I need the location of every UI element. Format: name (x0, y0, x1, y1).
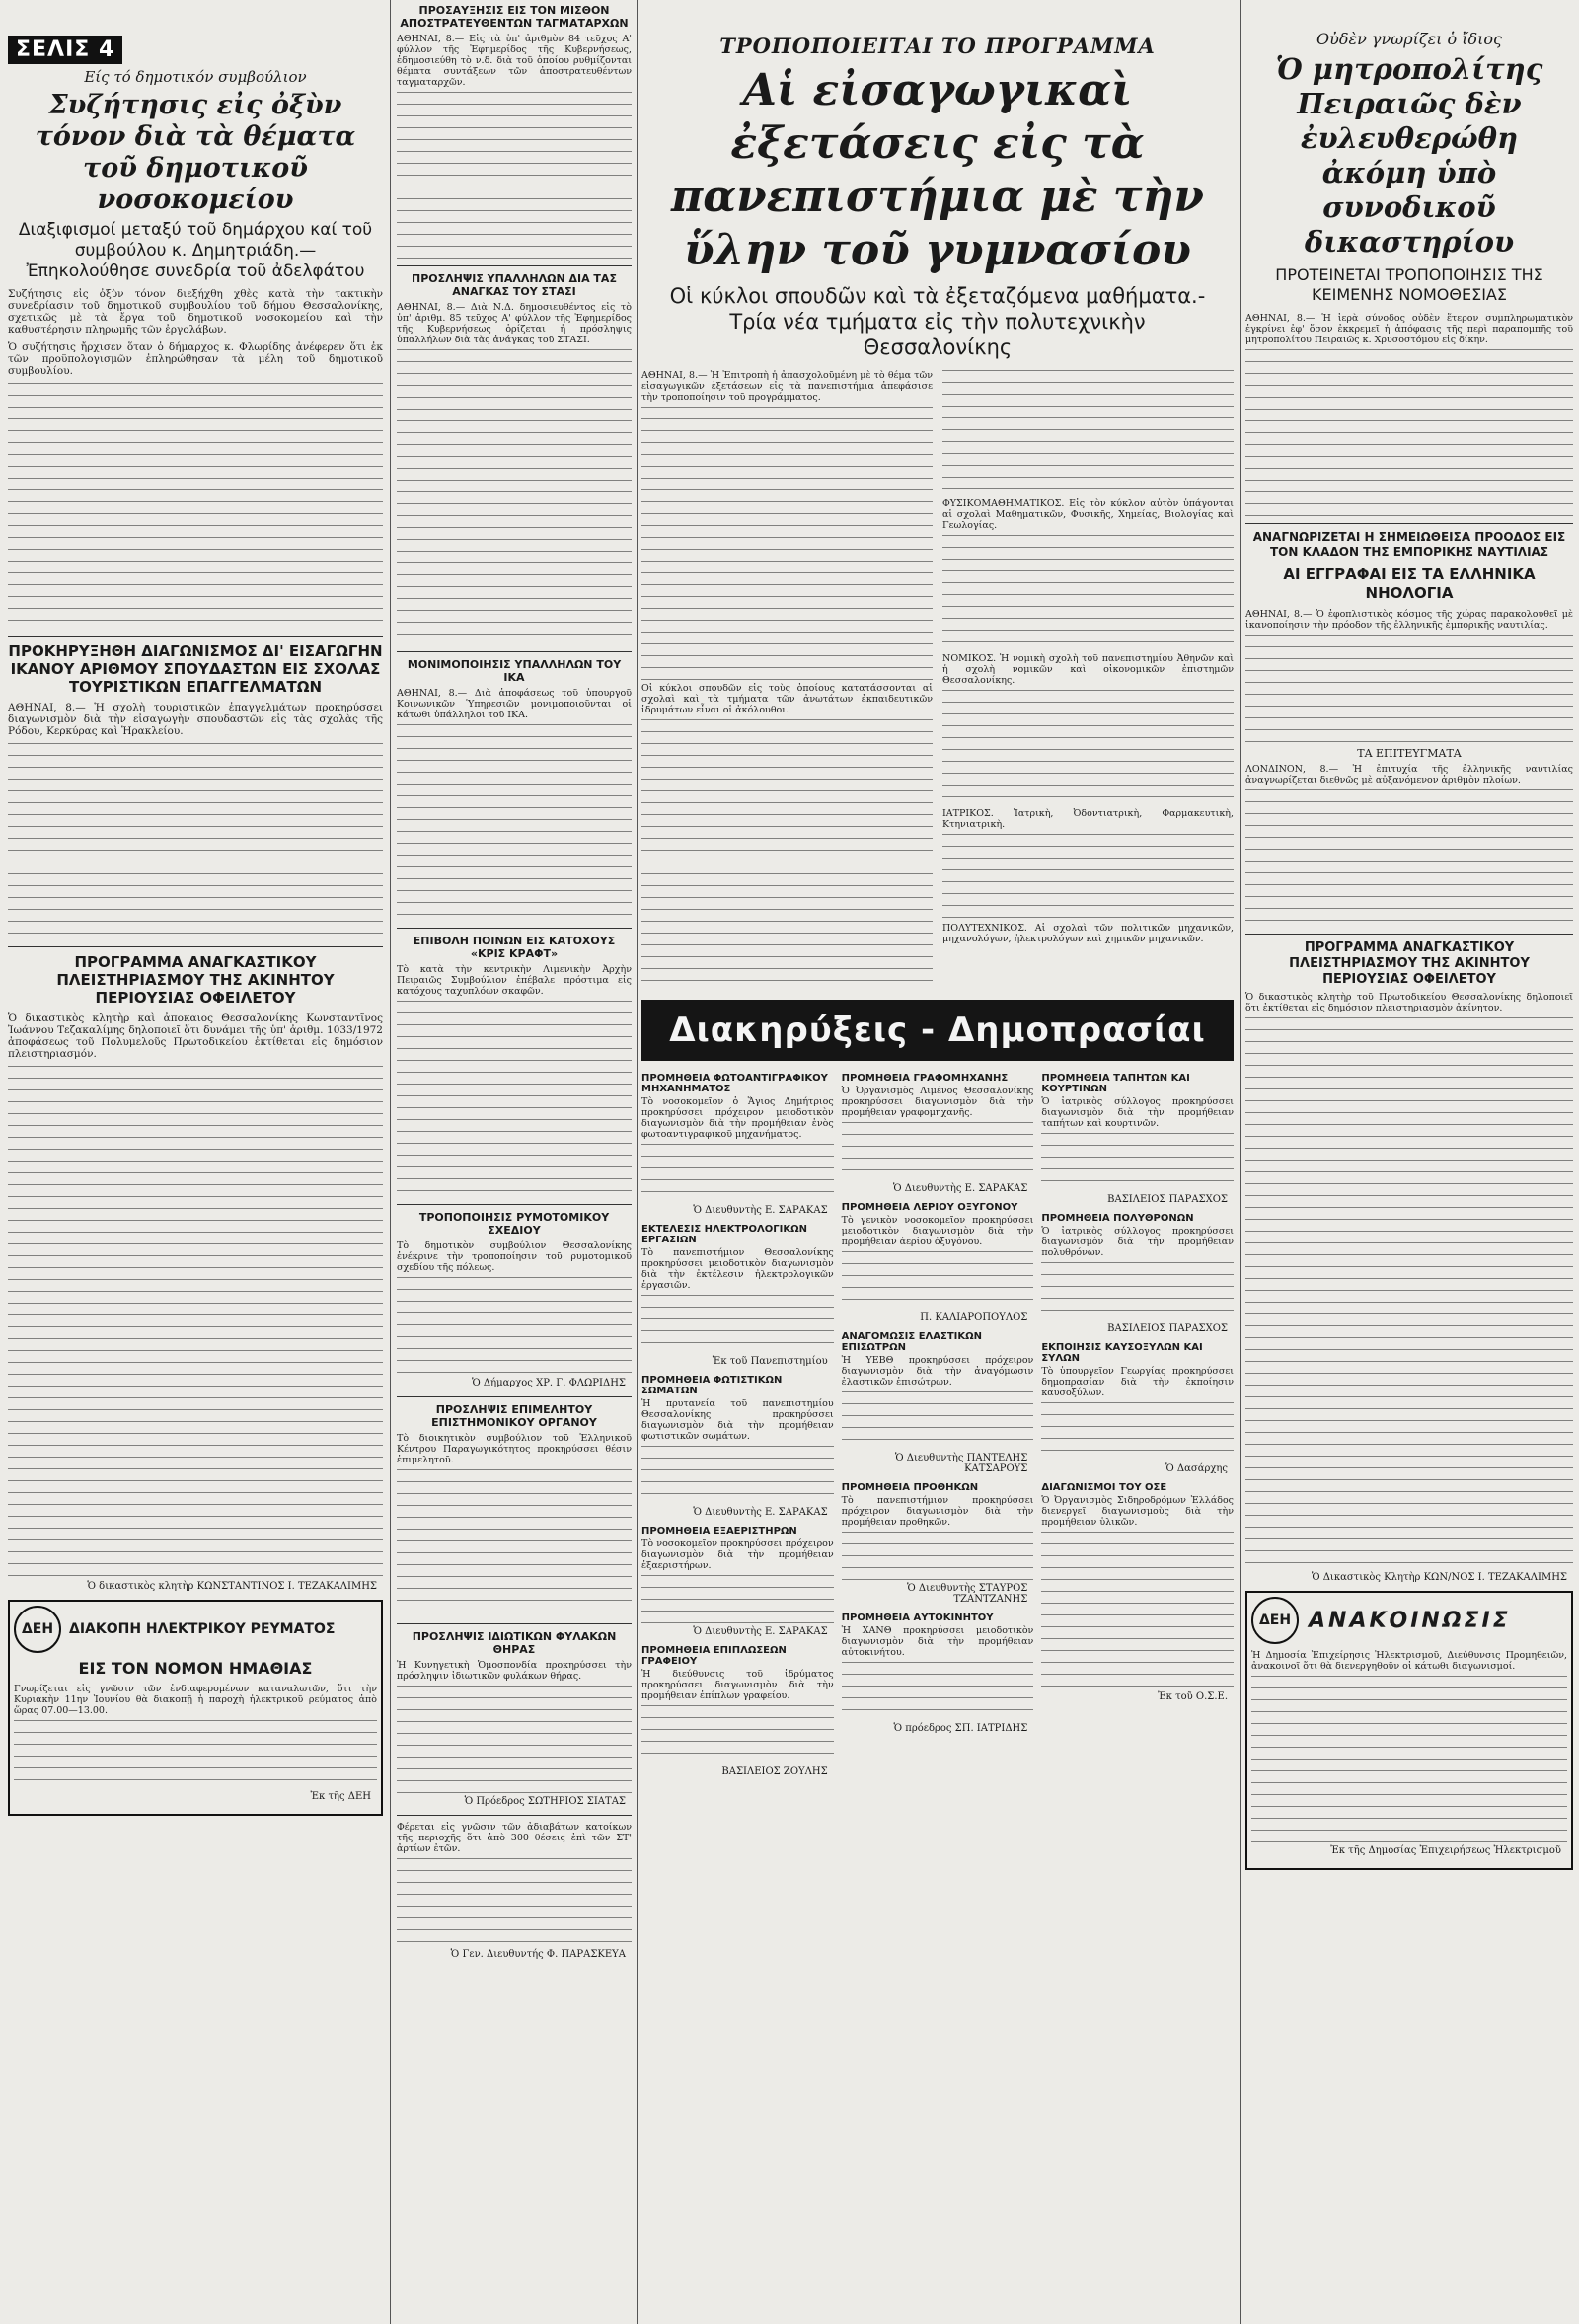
text-block (842, 1662, 1034, 1721)
article-subhead: ΠΡΟΤΕΙΝΕΤΑΙ ΤΡΟΠΟΠΟΙΗΣΙΣ ΤΗΣ ΚΕΙΜΕΝΗΣ ΝΟΜΟΘΕΣΙΑΣ (1275, 265, 1543, 304)
article-headline: ΠΡΟΣΛΗΨΙΣ ΕΠΙΜΕΛΗΤΟΥ ΕΠΙΣΤΗΜΟΝΙΚΟΥ ΟΡΓΑΝΟΥ (431, 1403, 597, 1429)
article-paragraph: Συζήτησις εἰς ὀξὺν τόνον διεξήχθη χθὲς κατὰ τὴν τακτικὴν συνεδρίασιν τοῦ δημοτικοῦ συμβουλίου τοῦ δήμου Θεσσαλονίκης, σχετικῶς μὲ τὰ ἔργα τοῦ δημοτικοῦ νοσοκομείου καὶ τὴν καθυστέρησιν πληρωμῆς τῶν ἐργολάβων. (8, 288, 383, 336)
article-paragraph: Τὸ κατὰ τὴν κεντρικὴν Λιμενικὴν Ἀρχὴν Πειραιῶς Συμβούλιον ἐπέβαλε πρόστιμα εἰς κατόχους ταχυπλόων σκαφῶν. (397, 964, 632, 997)
tender-title: ΠΡΟΜΗΘΕΙΑ ΠΡΟΘΗΚΩΝ (841, 1482, 979, 1493)
tender-title: ΠΡΟΜΗΘΕΙΑ ΛΕΡΙΟΥ ΟΞΥΓΟΝΟΥ (841, 1202, 1018, 1213)
column-2 (397, 0, 632, 2324)
article-headline: ΠΡΟΣΛΗΨΙΣ ΥΠΑΛΛΗΛΩΝ ΔΙΑ ΤΑΣ ΑΝΑΓΚΑΣ ΤΟΥ ΣΤΑΣΙ (412, 272, 617, 298)
tender-signature: Ὁ Διευθυντὴς Ε. ΣΑΡΑΚΑΣ (693, 1626, 828, 1637)
tender-text: Ἡ ΧΑΝΘ προκηρύσσει μειοδοτικὸν διαγωνισμὸν διὰ τὴν προμήθειαν αὐτοκινήτου. (841, 1625, 1034, 1658)
text-block (641, 719, 933, 986)
text-block (1245, 1017, 1573, 1570)
article-paragraph: Τὸ διοικητικὸν συμβούλιον τοῦ Ἑλληνικοῦ Κέντρου Παραγωγικότητος προκηρύσσει θέσιν ἐπιμελητοῦ. (397, 1433, 632, 1465)
notice-paragraph: Γνωρίζεται εἰς γνῶσιν τῶν ἐνδιαφερομένων καταναλωτῶν, ὅτι τὴν Κυριακὴν 11ην Ἰουνίου θὰ διακοπῇ ἡ παροχὴ ἠλεκτρικοῦ ρεύματος ἀπὸ ὥρας 07.00—13.00. (14, 1684, 377, 1716)
article-paragraph: ΙΑΤΡΙΚΟΣ. Ἰατρικὴ, Ὀδοντιατρικὴ, Φαρμακευτικὴ, Κτηνιατρικὴ. (942, 808, 1234, 830)
tender-text: Ὁ ἰατρικὸς σύλλογος προκηρύσσει διαγωνισμὸν διὰ τὴν προμήθειαν πολυθρόνων. (1041, 1226, 1234, 1258)
article-headline: ΜΟΝΙΜΟΠΟΙΗΣΙΣ ΥΠΑΛΛΗΛΩΝ ΤΟΥ ΙΚΑ (407, 658, 622, 684)
article-column (942, 370, 1234, 986)
column-3 (641, 0, 1234, 2324)
article-paragraph: ΛΟΝΔΙΝΟΝ, 8.— Ἡ ἐπιτυχία τῆς ἑλληνικῆς ναυτιλίας ἀναγνωρίζεται διεθνῶς μὲ αὐξανόμενον ἀριθμὸν πλοίων. (1245, 764, 1573, 786)
tender-signature: Ὁ Διευθυντὴς ΠΑΝΤΕΛΗΣ ΚΑΤΣΑΡΟΥΣ (895, 1453, 1028, 1474)
tender-signature: ΒΑΣΙΛΕΙΟΣ ΠΑΡΑΣΧΟΣ (1107, 1194, 1229, 1205)
announcement-paragraph: Ἡ Δημοσία Ἐπιχείρησις Ἠλεκτρισμοῦ, Διεύθυνσις Προμηθειῶν, ἀνακοινοῖ ὅτι θὰ διενεργηθοῦν οἱ κάτωθι διαγωνισμοί. (1251, 1650, 1567, 1672)
text-block (942, 535, 1234, 653)
text-block (641, 1295, 834, 1354)
tender-title: ΠΡΟΜΗΘΕΙΑ ΤΑΠΗΤΩΝ ΚΑΙ ΚΟΥΡΤΙΝΩΝ (1041, 1073, 1190, 1094)
tenders-section (641, 1067, 1234, 1785)
article-headline: Συζήτησις εἰς ὀξὺν τόνον διὰ τὰ θέματα τοῦ δημοτικοῦ νοσοκομείου (35, 90, 356, 215)
text-block (842, 1251, 1034, 1311)
text-block (842, 1122, 1034, 1181)
text-block (942, 690, 1234, 808)
tender-text: Ἡ διεύθυνσις τοῦ ἱδρύματος προκηρύσσει διαγωνισμὸν διὰ τὴν προμήθειαν ἐπίπλων γραφείου. (641, 1669, 834, 1701)
article-paragraph: Ἡ Κυνηγετικὴ Ὁμοσπονδία προκηρύσσει τὴν πρόσληψιν ἰδιωτικῶν φυλάκων θήρας. (397, 1660, 632, 1682)
article-paragraph: ΑΘΗΝΑΙ, 8.— Διὰ Ν.Δ. δημοσιευθέντος εἰς τὸ ὑπ' ἀριθμ. 85 τεῦχος Α' φύλλον τῆς Ἐφημερίδος τῆς Κυβερνήσεως ὁρίζεται ἡ πρόσληψις ὑπαλλήλων διὰ τὰς ἀνάγκας τοῦ ΣΤΑΣΙ. (397, 302, 632, 345)
article-paragraph: Τὸ δημοτικὸν συμβούλιον Θεσσαλονίκης ἐνέκρινε τὴν τροποποίησιν τοῦ ρυμοτομικοῦ σχεδίου τῆς πόλεως. (397, 1240, 632, 1273)
article-paragraph: Ὁ συζήτησις ἤρχισεν ὅταν ὁ δήμαρχος κ. Φλωρίδης ἀνέφερεν ὅτι ἐκ τῶν προϋπολογισμῶν ἐπληρώθησαν τὰ μέλη τοῦ δημοτικοῦ συμβουλίου. (8, 341, 383, 377)
tender-title: ΠΡΟΜΗΘΕΙΑ ΕΞΑΕΡΙΣΤΗΡΩΝ (641, 1526, 797, 1537)
text-block (641, 407, 933, 683)
article-paragraph: ΑΘΗΝΑΙ, 8.— Ὁ ἐφοπλιστικὸς κόσμος τῆς χώρας παρακολουθεῖ μὲ ἱκανοποίησιν τὴν πρόοδον τῆς ἑλληνικῆς ἐμπορικῆς ναυτιλίας. (1245, 609, 1573, 631)
notice-paragraph: Ὁ δικαστικὸς κλητὴρ τοῦ Πρωτοδικείου Θεσσαλονίκης δηλοποιεῖ ὅτι ἐκτίθεται εἰς δημόσιον πλειστηριασμὸν ἀκίνητον. (1245, 992, 1573, 1013)
notice-signature: Ὁ Δικαστικὸς Κλητὴρ ΚΩΝ/ΝΟΣ Ι. ΤΕΖΑΚΑΛΙΜΗΣ (1311, 1572, 1567, 1583)
section-tag: ΣΕΛΙΣ 4 (8, 36, 122, 64)
text-block (8, 743, 383, 940)
article-signature: Ὁ Γεν. Διευθυντής Φ. ΠΑΡΑΣΚΕΥΑ (450, 1949, 626, 1960)
dei-notice-box (8, 1600, 383, 1816)
article-paragraph: ΦΥΣΙΚΟΜΑΘΗΜΑΤΙΚΟΣ. Εἰς τὸν κύκλον αὐτὸν ὑπάγονται αἱ σχολαὶ Μαθηματικῶν, Φυσικῆς, Χημείας, Βιολογίας καὶ Γεωλογίας. (942, 498, 1234, 531)
tender-signature: ΒΑΣΙΛΕΙΟΣ ΖΟΥΛΗΣ (721, 1766, 828, 1777)
tender-title: ΠΡΟΜΗΘΕΙΑ ΦΩΤΙΣΤΙΚΩΝ ΣΩΜΑΤΩΝ (641, 1375, 783, 1396)
article-signature: Ὁ Πρόεδρος ΣΩΤΗΡΙΟΣ ΣΙΑΤΑΣ (464, 1796, 626, 1807)
text-block (641, 1446, 834, 1505)
tender-title: ΕΚΠΟΙΗΣΙΣ ΚΑΥΣΟΞΥΛΩΝ ΚΑΙ ΣΥΛΩΝ (1041, 1342, 1203, 1364)
article-paragraph: ΑΘΗΝΑΙ, 8.— Διὰ ἀποφάσεως τοῦ ὑπουργοῦ Κοινωνικῶν Ὑπηρεσιῶν μονιμοποιοῦνται οἱ κάτωθι ὑπάλληλοι τοῦ ΙΚΑ. (397, 688, 632, 720)
tender-text: Τὸ νοσοκομεῖον προκηρύσσει πρόχειρον διαγωνισμὸν διὰ τὴν προμήθειαν ἐξαεριστήρων. (641, 1538, 834, 1571)
article-headline: ΠΡΟΚΗΡΥΞΗΘΗ ΔΙΑΓΩΝΙΣΜΟΣ ΔΙ' ΕΙΣΑΓΩΓΗΝ ΙΚΑΝΟΥ ΑΡΙΘΜΟΥ ΣΠΟΥΔΑΣΤΩΝ ΕΙΣ ΣΧΟΛΑΣ ΤΟΥΡΙΣΤΙΚΩΝ ΕΠΑΓΓΕΛΜΑΤΩΝ (8, 642, 383, 696)
text-block (641, 1575, 834, 1624)
article-headline: ΤΡΟΠΟΠΟΙΗΣΙΣ ΡΥΜΟΤΟΜΙΚΟΥ ΣΧΕΔΙΟΥ (418, 1211, 610, 1237)
text-block (397, 1001, 632, 1198)
tender-text: Ὁ Ὀργανισμὸς Σιδηροδρόμων Ἑλλάδος διενεργεῖ διαγωνισμοὺς διὰ τὴν προμήθειαν ὑλικῶν. (1041, 1495, 1234, 1528)
text-block (397, 1277, 632, 1376)
article-headline: ΕΠΙΒΟΛΗ ΠΟΙΝΩΝ ΕΙΣ ΚΑΤΟΧΟΥΣ «ΚΡΙΣ ΚΡΑΦΤ» (413, 935, 616, 960)
text-block (1245, 789, 1573, 928)
tender-signature: Π. ΚΑΛΙΑΡΟΠΟΥΛΟΣ (920, 1312, 1028, 1323)
notice-headline: ΠΡΟΓΡΑΜΜΑ ΑΝΑΓΚΑΣΤΙΚΟΥ ΠΛΕΙΣΤΗΡΙΑΣΜΟΥ ΤΗΣ ΑΚΙΝΗΤΟΥ ΠΕΡΙΟΥΣΙΑΣ ΟΦΕΙΛΕΤΟΥ (1289, 940, 1530, 987)
notice-signature: Ἐκ τῆς ΔΕΗ (310, 1791, 371, 1802)
notice-paragraph: Ὁ δικαστικὸς κλητὴρ καὶ ἀποκαιος Θεσσαλονίκης Κωνσταντῖνος Ἰωάννου Τεζακαλίμης δηλοποιεῖ ὅτι δυνάμει τῆς ὑπ' ἀριθμ. 1033/1972 ἀποφάσεως τοῦ Πολυμελοῦς Πρωτοδικείου ἐκτίθεται εἰς δημόσιον πλειστηριασμόν. (8, 1012, 383, 1060)
tenders-column (641, 1067, 834, 1785)
tender-text: Ὁ Ὀργανισμὸς Λιμένος Θεσσαλονίκης προκηρύσσει διαγωνισμὸν διὰ τὴν προμήθειαν γραφομηχανῆς. (841, 1086, 1034, 1118)
dei-logo: ΔΕΗ (1251, 1597, 1299, 1644)
article-subhead: ΑΙ ΕΓΓΡΑΦΑΙ ΕΙΣ ΤΑ ΕΛΛΗΝΙΚΑ ΝΗΟΛΟΓΙΑ (1283, 565, 1536, 602)
tender-signature: Ὁ Διευθυντὴς Ε. ΣΑΡΑΚΑΣ (693, 1507, 828, 1518)
tender-text: Τὸ πανεπιστήμιον Θεσσαλονίκης προκηρύσσει μειοδοτικὸν διαγωνισμὸν διὰ τὴν ἐκτέλεσιν ἠλεκτρολογικῶν ἐργασιῶν. (641, 1247, 834, 1291)
notice-title: ΔΙΑΚΟΠΗ ΗΛΕΚΤΡΙΚΟΥ ΡΕΥΜΑΤΟΣ (69, 1621, 336, 1637)
text-block (842, 1532, 1034, 1581)
notice-subtitle: ΕΙΣ ΤΟΝ ΝΟΜΟΝ ΗΜΑΘΙΑΣ (78, 1659, 313, 1678)
tender-signature: Ὁ Διευθυντὴς Ε. ΣΑΡΑΚΑΣ (693, 1205, 828, 1216)
text-block (1245, 349, 1573, 517)
text-block (397, 349, 632, 645)
text-block (397, 1858, 632, 1947)
tender-signature: Ὁ Δασάρχης (1165, 1463, 1229, 1474)
column-rule (637, 0, 638, 2324)
tenders-column (842, 1067, 1034, 1785)
article-subhead: Οἱ κύκλοι σπουδῶν καὶ τὰ ἐξεταζόμενα μαθήματα.- Τρία νέα τμήματα εἰς τὴν πολυτεχνικὴν Θεσσαλονίκης (669, 284, 1206, 359)
announcement-box (1245, 1591, 1573, 1870)
tender-title: ΕΚΤΕΛΕΣΙΣ ΗΛΕΚΤΡΟΛΟΓΙΚΩΝ ΕΡΓΑΣΙΩΝ (641, 1224, 807, 1245)
tender-signature: Ὁ Διευθυντὴς Ε. ΣΑΡΑΚΑΣ (893, 1183, 1028, 1194)
article-headline: ΠΡΟΣΛΗΨΙΣ ΙΔΙΩΤΙΚΩΝ ΦΥΛΑΚΩΝ ΘΗΡΑΣ (412, 1630, 617, 1656)
tender-title: ΠΡΟΜΗΘΕΙΑ ΕΠΙΠΛΩΣΕΩΝ ΓΡΑΦΕΙΟΥ (641, 1645, 787, 1667)
tender-text: Τὸ ὑπουργεῖον Γεωργίας προκηρύσσει δημοπρασίαν διὰ τὴν ἐκποίησιν καυσοξύλων. (1041, 1366, 1234, 1398)
tender-signature: Ἐκ τοῦ Ο.Σ.Ε. (1158, 1691, 1229, 1702)
article-paragraph: ΠΟΛΥΤΕΧΝΙΚΟΣ. Αἱ σχολαὶ τῶν πολιτικῶν μηχανικῶν, μηχανολόγων, ἠλεκτρολόγων καὶ χημικῶν μηχανικῶν. (942, 923, 1234, 944)
tender-title: ΑΝΑΓΟΜΩΣΙΣ ΕΛΑΣΤΙΚΩΝ ΕΠΙΣΩΤΡΩΝ (841, 1331, 983, 1353)
article-paragraph: Φέρεται εἰς γνῶσιν τῶν ἀδιαβάτων κατοίκων τῆς περιοχῆς ὅτι ἀπὸ 300 θέσεις ἐπὶ τῶν ΣΤ' ἀρτίων ἐτῶν. (397, 1822, 632, 1854)
article-kicker: ΤΡΟΠΟΠΟΙΕΙΤΑΙ ΤΟ ΠΡΟΓΡΑΜΜΑ (719, 34, 1156, 58)
text-block (641, 1705, 834, 1764)
text-block (1251, 1676, 1567, 1843)
tender-text: Ἡ πρυτανεία τοῦ πανεπιστημίου Θεσσαλονίκης προκηρύσσει διαγωνισμὸν διὰ τὴν προμήθειαν φωτιστικῶν σωμάτων. (641, 1398, 834, 1442)
article-paragraph: ΑΘΗΝΑΙ, 8.— Ἡ ἱερὰ σύνοδος οὐδὲν ἕτερον συμπληρωματικὸν ἐγκρίνει ἐφ' ὅσον ἐκκρεμεῖ ἡ ἀπόφασις τῆς περὶ παραπομπῆς τοῦ μητροπολίτου Πειραιῶς κ. Χρυσοστόμου εἰς δίκην. (1245, 313, 1573, 345)
tender-text: Τὸ πανεπιστήμιον προκηρύσσει πρόχειρον διαγωνισμὸν διὰ τὴν προμήθειαν προθηκῶν. (841, 1495, 1034, 1528)
text-block (8, 383, 383, 630)
article-headline: ΠΡΟΣΑΥΞΗΣΙΣ ΕΙΣ ΤΟΝ ΜΙΣΘΟΝ ΑΠΟΣΤΡΑΤΕΥΘΕΝΤΩΝ ΤΑΓΜΑΤΑΡΧΩΝ (400, 4, 629, 30)
tender-title: ΠΡΟΜΗΘΕΙΑ ΓΡΑΦΟΜΗΧΑΝΗΣ (841, 1073, 1009, 1084)
text-block (397, 1469, 632, 1617)
tender-signature: Ἐκ τοῦ Πανεπιστημίου (712, 1356, 828, 1367)
tender-text: Τὸ νοσοκομεῖον ὁ Ἅγιος Δημήτριος προκηρύσσει πρόχειρον μειοδοτικὸν διαγωνισμὸν διὰ τὴν προμήθειαν ἑνὸς φωτοαντιγραφικοῦ μηχανήματος. (641, 1096, 834, 1140)
tender-signature: ΒΑΣΙΛΕΙΟΣ ΠΑΡΑΣΧΟΣ (1107, 1323, 1229, 1334)
text-block (942, 370, 1234, 498)
announcement-signature: Ἐκ τῆς Δημοσίας Ἐπιχειρήσεως Ἠλεκτρισμοῦ (1330, 1845, 1561, 1856)
tender-title: ΔΙΑΓΩΝΙΣΜΟΙ ΤΟΥ ΟΣΕ (1041, 1482, 1167, 1493)
text-block (397, 1686, 632, 1794)
column-rule (1240, 0, 1241, 2324)
article-paragraph: ΑΘΗΝΑΙ, 8.— Ἡ Ἐπιτροπὴ ἡ ἀπασχολοῦμένη μὲ τὸ θέμα τῶν εἰσαγωγικῶν ἐξετάσεων εἰς τὰ πανεπιστήμια ἀπεφάσισε τὴν τροποποίησιν τοῦ προγράμματος. (641, 370, 933, 403)
article-column (641, 370, 933, 986)
article-kicker: Οὐδὲν γνωρίζει ὁ ἴδιος (1316, 30, 1502, 48)
article-headline: ΑΝΑΓΝΩΡΙΖΕΤΑΙ Η ΣΗΜΕΙΩΘΕΙΣΑ ΠΡΟΟΔΟΣ ΕΙΣ ΤΟΝ ΚΛΑΔΟΝ ΤΗΣ ΕΜΠΟΡΙΚΗΣ ΝΑΥΤΙΛΙΑΣ (1252, 530, 1566, 559)
tender-title: ΠΡΟΜΗΘΕΙΑ ΠΟΛΥΘΡΟΝΩΝ (1041, 1213, 1194, 1224)
tender-text: Ὁ ἰατρικὸς σύλλογος προκηρύσσει διαγωνισμὸν διὰ τὴν προμήθειαν ταπήτων καὶ κουρτινῶν. (1041, 1096, 1234, 1129)
tender-title: ΠΡΟΜΗΘΕΙΑ ΦΩΤΟΑΝΤΙΓΡΑΦΙΚΟΥ ΜΗΧΑΝΗΜΑΤΟΣ (641, 1073, 828, 1094)
notice-signature: Ὁ δικαστικὸς κλητὴρ ΚΩΝΣΤΑΝΤΙΝΟΣ Ι. ΤΕΖΑΚΑΛΙΜΗΣ (87, 1581, 377, 1592)
tenders-banner: Διακηρύξεις - Δημοπρασίαι (641, 1000, 1234, 1061)
article-paragraph: ΑΘΗΝΑΙ, 8.— Εἰς τὰ ὑπ' ἀριθμὸν 84 τεῦχος Α' φύλλον τῆς Ἐφημερίδος τῆς Κυβερνήσεως, ἐδημοσιεύθη τὸ ν.δ. διὰ τοῦ ὁποίου ρυθμίζονται θέματα συντάξεων τῶν ἀποστρατευθέντων ταγματαρχῶν. (397, 34, 632, 88)
article-headline: Αἱ εἰσαγωγικαὶ ἐξετάσεις εἰς τὰ πανεπιστήμια μὲ τὴν ὕλην τοῦ γυμνασίου (671, 65, 1204, 275)
article-subhead: Διαξιφισμοί μεταξύ τοῦ δημάρχου καί τοῦ συμβούλου κ. Δημητριάδη.— Ἐπηκολούθησε συνεδρία τοῦ ἀδελφάτου (18, 220, 373, 281)
text-block (641, 1144, 834, 1203)
tender-signature: Ὁ Διευθυντὴς ΣΤΑΥΡΟΣ ΤΖΑΝΤΖΑΝΗΣ (907, 1583, 1028, 1605)
text-block (8, 1066, 383, 1579)
column-rule (390, 0, 391, 2324)
text-block (397, 724, 632, 922)
tender-title: ΠΡΟΜΗΘΕΙΑ ΑΥΤΟΚΙΝΗΤΟΥ (841, 1612, 994, 1623)
tenders-column (1041, 1067, 1234, 1785)
text-block (1041, 1532, 1234, 1689)
text-block (397, 92, 632, 260)
tender-text: Τὸ γενικὸν νοσοκομεῖον προκηρύσσει μειοδοτικὸν διαγωνισμὸν διὰ τὴν προμήθειαν ἀερίου ὀξυγόνου. (841, 1215, 1034, 1247)
text-block (842, 1391, 1034, 1451)
column-4 (1245, 0, 1573, 2324)
notice-headline: ΠΡΟΓΡΑΜΜΑ ΑΝΑΓΚΑΣΤΙΚΟΥ ΠΛΕΙΣΤΗΡΙΑΣΜΟΥ ΤΗΣ ΑΚΙΝΗΤΟΥ ΠΕΡΙΟΥΣΙΑΣ ΟΦΕΙΛΕΤΟΥ (56, 953, 335, 1007)
text-block (942, 834, 1234, 923)
text-block (1245, 635, 1573, 743)
text-block (1041, 1133, 1234, 1192)
article-paragraph: ΝΟΜΙΚΟΣ. Ἡ νομικὴ σχολὴ τοῦ πανεπιστημίου Ἀθηνῶν καὶ ἡ σχολὴ νομικῶν καὶ οἰκονομικῶν ἐπιστημῶν Θεσσαλονίκης. (942, 653, 1234, 686)
dei-logo: ΔΕΗ (14, 1606, 61, 1653)
article-paragraph: ΑΘΗΝΑΙ, 8.— Ἡ σχολὴ τουριστικῶν ἐπαγγελμάτων προκηρύσσει διαγωνισμὸν διὰ τὴν εἰσαγωγὴν σπουδαστῶν εἰς τὰς σχολὰς τῆς Ρόδου, Κερκύρας καὶ Ἡρακλείου. (8, 702, 383, 737)
article-small-head: ΤΑ ΕΠΙΤΕΥΓΜΑΤΑ (1357, 747, 1462, 760)
tender-signature: Ὁ πρόεδρος ΣΠ. ΙΑΤΡΙΔΗΣ (893, 1723, 1028, 1734)
tender-text: Ἡ ΥΕΒΘ προκηρύσσει πρόχειρον διαγωνισμὸν διὰ τὴν ἀναγόμωσιν ἐλαστικῶν ἐπισώτρων. (841, 1355, 1034, 1387)
text-block (14, 1720, 377, 1789)
article-signature: Ὁ Δήμαρχος ΧΡ. Γ. ΦΛΩΡΙΔΗΣ (472, 1378, 626, 1388)
article-paragraph: Οἱ κύκλοι σπουδῶν εἰς τοὺς ὁποίους κατατάσσονται αἱ σχολαὶ καὶ τὰ τμήματα τῶν ἀνωτάτων ἐκπαιδευτικῶν ἱδρυμάτων εἶναι οἱ ἀκόλουθοι. (641, 683, 933, 715)
text-block (1041, 1402, 1234, 1462)
article-kicker: Είς τό δημοτικόν συμβούλιον (84, 68, 307, 86)
announcement-title: ΑΝΑΚΟΙΝΩΣΙΣ (1309, 1608, 1511, 1633)
column-1 (8, 0, 383, 2324)
article-headline: Ὁ μητροπολίτης Πειραιῶς δὲν ἐυλευθερώθη ἀκόμη ὑπὸ συνοδικοῦ δικαστηρίου (1275, 52, 1543, 259)
text-block (1041, 1262, 1234, 1321)
